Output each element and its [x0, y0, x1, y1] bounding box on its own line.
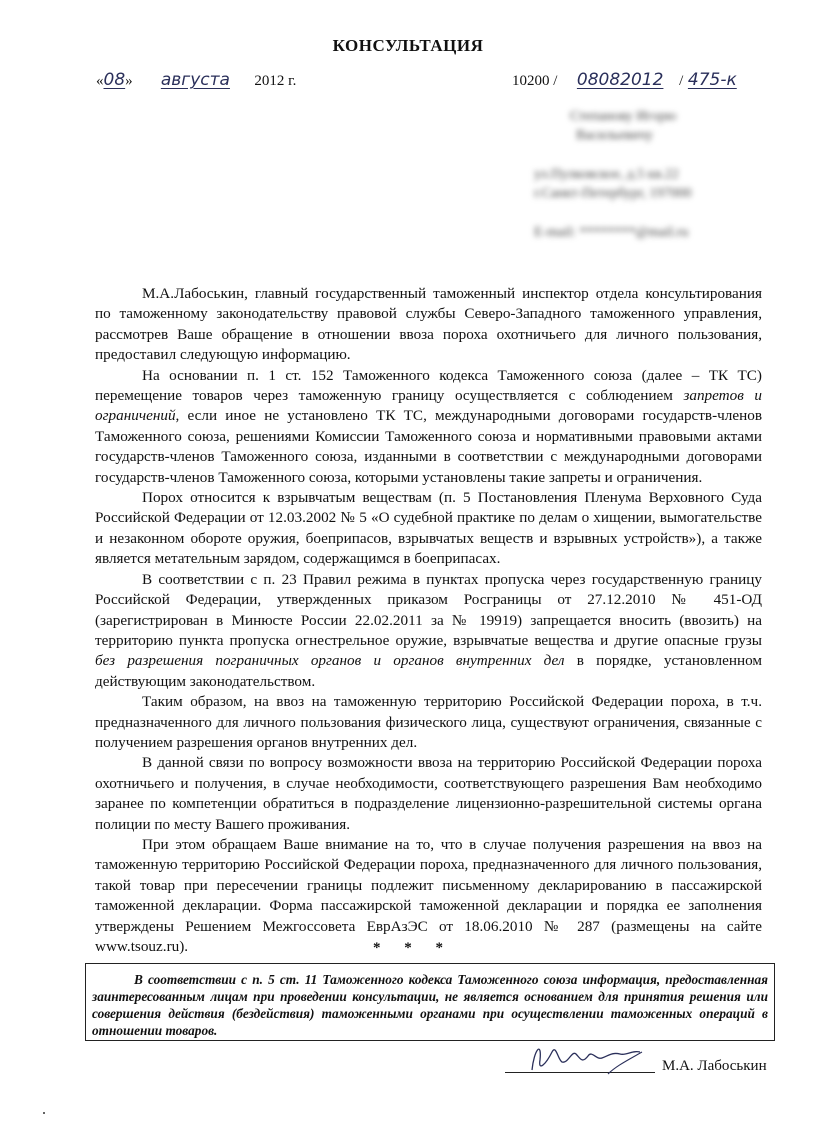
addressee-line: ул.Пулковское, д.5 кв.22 — [534, 167, 679, 182]
paragraph: Таким образом, на ввоз на таможенную территорию Российской Федерации пороха, в т.ч. предназначенного для личного пользования физического лица, существуют ограничения, связанные с получением разрешения органов внутренних дел. — [95, 693, 762, 751]
paragraph — [95, 570, 762, 692]
signer-name: М.А. Лабоськин — [662, 1058, 767, 1074]
addressee-line: E-mail: ********@mail.ru — [534, 225, 689, 240]
addressee-line: г.Санкт-Петербург, 197000 — [534, 186, 692, 201]
paragraph-emphasis: запретов и ограничений — [95, 387, 762, 425]
paragraph: М.А.Лабоськин, главный государственный таможенный инспектор отдела консультирования по таможенному законодательству правовой службы Северо-Западного таможенного управления, рассмотрев Ваше обращение в отношении ввоза пороха охотничьего для личного пользования, предоставил следующую информацию. — [95, 285, 762, 364]
paragraph-text: В соответствии с п. 23 Правил режима в пунктах пропуска через государственную границу Российской Федерации, утвержденных приказом Росграницы от 27.12.2010 № 451-ОД (зарегистрирован в Минюсте России 22.02.2011 за № 19919) запрещается вносить (ввозить) на территорию пункта пропуска огнестрельное оружие, взрывчатые вещества и другие опасные грузы — [95, 570, 762, 649]
addressee-block — [520, 108, 780, 278]
reference-prefix: 10200 / — [512, 73, 558, 89]
paragraph-text: На основании п. 1 ст. 152 Таможенного кодекса Таможенного союза (далее – ТК ТС) перемещение товаров через таможенную границу осуществляется с соблюдением — [95, 366, 762, 405]
handwritten-signature — [512, 1030, 662, 1080]
paragraph-emphasis: без разрешения пограничных органов и органов внутренних дел — [95, 652, 565, 670]
section-separator: * * * — [373, 940, 453, 956]
paragraph-text: , если иное не установлено ТК ТС, международными договорами государств-членов Таможенного союза, решениями Комиссии Таможенного союза и нормативными правовыми актами государств-членов Таможенного союза, изданными в соответствии с международными договорами государств-членов Таможенного союза, которыми установлены такие запреты и ограничения. — [95, 407, 762, 486]
paragraph: При этом обращаем Ваше внимание на то, что в случае получения разрешения на ввоз на таможенную территорию Российской Федерации пороха, предназначенного для личного пользования, такой товар при пересечении границы подлежит письменному декларированию в пассажирской таможенной декларации. Форма пассажирской таможенной декларации и порядка ее заполнения утверждены Решением Межгоссовета ЕврАзЭС от 18.06.2010 № 287 (размещены на сайте www.tsouz.ru). — [95, 835, 762, 955]
addressee-line: Васильевичу — [576, 128, 653, 143]
signature-stroke — [532, 1049, 640, 1070]
letter-body — [95, 284, 762, 957]
disclaimer-text: В соответствии с п. 5 ст. 11 Таможенного кодекса Таможенного союза информация, предоставленная заинтересованным лицам при проведении консультации, не является основанием для принятия решения или совершения действия (бездействия) таможенными органами при осуществлении таможенных операций в отношении товаров. — [92, 972, 768, 1038]
date-year: 2012 г. — [254, 73, 297, 89]
date-month: августа — [160, 70, 230, 90]
date-day: 08 — [103, 70, 126, 90]
date-close-quote: » — [125, 73, 133, 89]
paragraph: Порох относится к взрывчатым веществам (п. 5 Постановления Пленума Верховного Суда Российской Федерации от 12.03.2002 № 5 «О судебной практике по делам о хищении, вымогательстве и незаконном обороте оружия, боеприпасов, взрывчатых веществ и взрывных устройств»), а также является метательным зарядом, содержащимся в боеприпасах. — [95, 489, 762, 568]
addressee-line: Степанову Игорю — [570, 109, 677, 124]
disclaimer-box — [85, 963, 775, 1041]
paragraph — [95, 366, 762, 488]
document-title: КОНСУЛЬТАЦИЯ — [332, 36, 484, 55]
reference-number-value: 475-к — [687, 70, 737, 90]
reference-number — [512, 70, 741, 90]
signature-stroke — [608, 1052, 642, 1074]
document-date — [96, 70, 296, 90]
reference-date: 08082012 — [576, 70, 664, 90]
reference-separator: / — [679, 73, 684, 89]
paragraph: В данной связи по вопросу возможности ввоза на территорию Российской Федерации пороха охотничьего и получения, в случае необходимости, соответствующего разрешения Вам необходимо заранее по компетенции обратиться в подразделение лицензионно-разрешительной системы органа полиции по месту Вашего проживания. — [95, 754, 762, 833]
date-open-quote: « — [96, 73, 104, 89]
scan-speck — [43, 1112, 45, 1114]
paragraph-text: в порядке, установленном действующим законодательством. — [95, 652, 762, 690]
